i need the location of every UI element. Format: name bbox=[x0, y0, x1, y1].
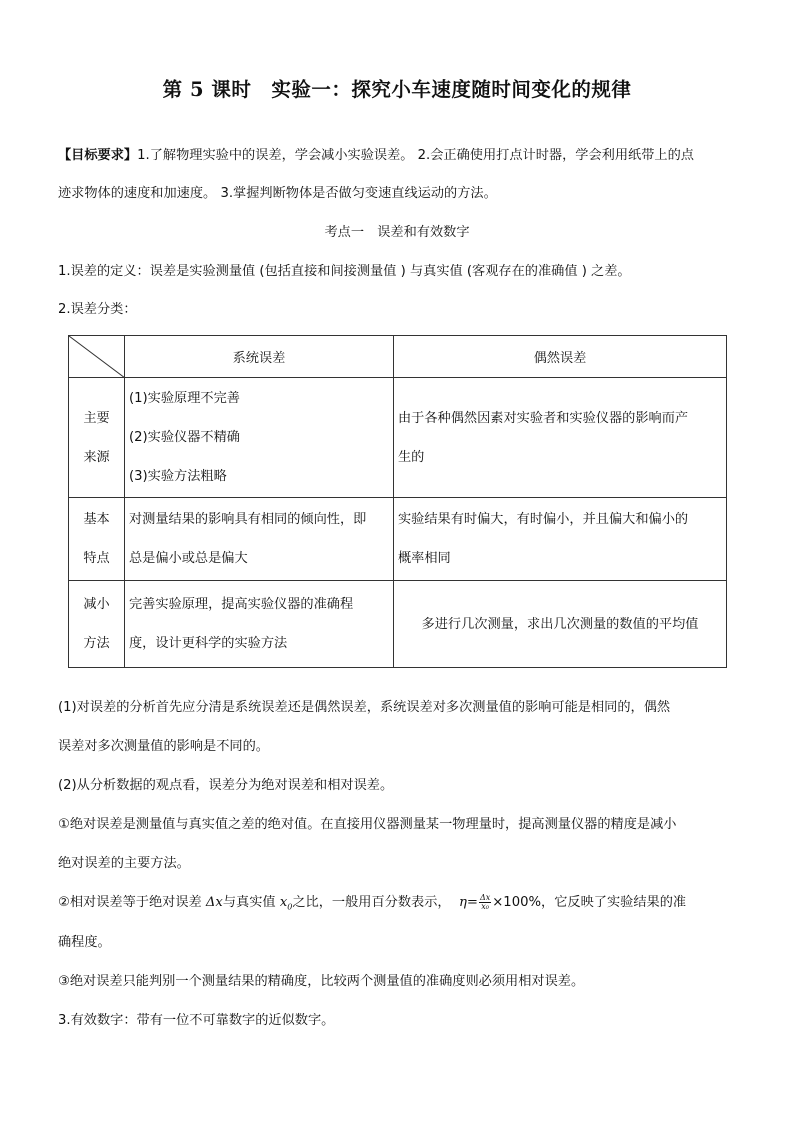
objectives-label: 【目标要求】 bbox=[58, 148, 138, 163]
row-head-features: 基本 特点 bbox=[69, 498, 125, 581]
circled-1-line-2: 绝对误差的主要方法。 bbox=[58, 856, 190, 871]
significant-figures: 3.有效数字：带有一位不可靠数字的近似数字。 bbox=[58, 1013, 335, 1028]
systematic-source-cell: (1)实验原理不完善 (2)实验仪器不精确 (3)实验方法粗略 bbox=[125, 378, 394, 498]
table-row bbox=[69, 378, 727, 498]
table-corner-cell bbox=[69, 336, 125, 378]
paragraph-error-definition: 1.误差的定义：误差是实验测量值 (包括直接和间接测量值 ) 与真实值 (客观存在的准确值 ) 之差。 bbox=[58, 264, 631, 279]
eta-formula: η= bbox=[459, 895, 478, 910]
header-random-error: 偶然误差 bbox=[394, 336, 727, 378]
systematic-reduction-cell: 完善实验原理，提高实验仪器的准确程 度，设计更科学的实验方法 bbox=[125, 581, 394, 668]
x0-symbol: $x_0$ bbox=[279, 895, 293, 912]
table-row bbox=[69, 581, 727, 668]
objectives-text-1: 1.了解物理实验中的误差，学会减小实验误差。 2.会正确使用打点计时器，学会利用纸带上的点 bbox=[137, 148, 694, 163]
section-heading: 考点一 误差和有效数字 bbox=[324, 225, 470, 240]
note-1-line-1: (1)对误差的分析首先应分清是系统误差还是偶然误差，系统误差对多次测量值的影响可能是相同的，偶然 bbox=[58, 700, 671, 715]
objectives-line-1 bbox=[58, 146, 748, 166]
objectives-line-2: 迹求物体的速度和加速度。 3.掌握判断物体是否做匀变速直线运动的方法。 bbox=[58, 186, 497, 201]
row-head-source: 主要 来源 bbox=[69, 378, 125, 498]
header-systematic-error: 系统误差 bbox=[125, 336, 394, 378]
table-header-row bbox=[69, 336, 727, 378]
error-classification-table bbox=[68, 335, 727, 668]
delta-x-symbol: Δx bbox=[205, 895, 223, 910]
page-title: 第 5 课时 实验一：探究小车速度随时间变化的规律 bbox=[162, 78, 632, 101]
random-reduction-cell: 多进行几次测量，求出几次测量的数值的平均值 bbox=[394, 581, 727, 668]
circled-3: ③绝对误差只能判别一个测量结果的精确度，比较两个测量值的准确度则必须用相对误差。 bbox=[58, 974, 585, 989]
relative-error-fraction: $\frac{\Delta x}{\text{x₀}}$ bbox=[479, 892, 491, 911]
table-row bbox=[69, 498, 727, 581]
note-2: (2)从分析数据的观点看，误差分为绝对误差和相对误差。 bbox=[58, 778, 394, 793]
row-head-reduction: 减小 方法 bbox=[69, 581, 125, 668]
paragraph-error-classification: 2.误差分类： bbox=[58, 302, 137, 317]
random-source-cell: 由于各种偶然因素对实验者和实验仪器的影响而产 生的 bbox=[394, 378, 727, 498]
circled-2-line-2: 确程度。 bbox=[58, 935, 111, 950]
note-1-line-2: 误差对多次测量值的影响是不同的。 bbox=[58, 739, 269, 754]
systematic-features-cell: 对测量结果的影响具有相同的倾向性，即 总是偏小或总是偏大 bbox=[125, 498, 394, 581]
diagonal-line bbox=[69, 336, 125, 378]
circled-2-line-1: ②相对误差等于绝对误差 Δx与真实值 $x_0$之比，一般用百分数表示， η= $\frac{\Delta x}{\text{x₀}}$ ×100%，它反映了实验结果的准 bbox=[58, 892, 687, 912]
circled-1-line-1: ①绝对误差是测量值与真实值之差的绝对值。在直接用仪器测量某一物理量时，提高测量仪器的精度是减小 bbox=[58, 817, 677, 832]
random-features-cell: 实验结果有时偏大，有时偏小，并且偏大和偏小的 概率相同 bbox=[394, 498, 727, 581]
